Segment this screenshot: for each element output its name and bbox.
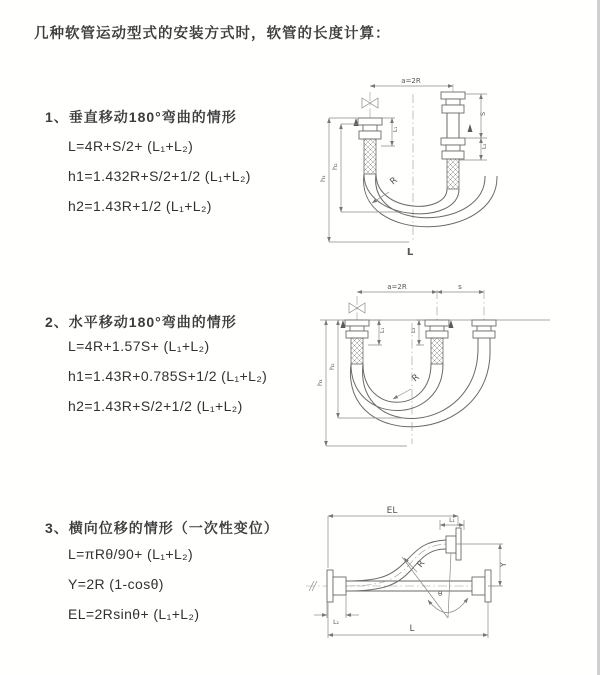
- section-2-formula-h1: h1=1.43R+0.785S+1/2 (L₁+L₂): [68, 368, 268, 384]
- dim-label-span: a=2R: [387, 283, 407, 291]
- section-1-formula-h2: h2=1.43R+1/2 (L₁+L₂): [68, 198, 212, 214]
- centerlines: [370, 84, 453, 242]
- hose-curves: [350, 348, 490, 427]
- dim-label-l2: L₂: [333, 619, 339, 626]
- section-3-heading: 3、横向位移的情形（一次性变位）: [45, 520, 279, 536]
- dim-label-h2: h₂: [328, 363, 336, 370]
- dim-label-theta: θ: [438, 590, 443, 598]
- dim-label-l1: L₁: [393, 126, 399, 132]
- centerlines: [320, 290, 550, 444]
- construction-lines: [402, 553, 468, 618]
- flange-fitting-middle: [425, 320, 449, 364]
- dim-label-y: Y: [499, 562, 508, 567]
- page-title: 几种软管运动型式的安装方式时，软管的长度计算：: [34, 26, 391, 42]
- section-2-formula-L: L=4R+1.57S+ (L₁+L₂): [68, 338, 210, 354]
- dim-label-l1: L₁: [380, 327, 386, 333]
- dimension-lines: [314, 506, 508, 638]
- dim-label-span: a=2R: [401, 77, 421, 85]
- dimension-lines: [319, 77, 488, 242]
- flange-fitting-right-lower: [441, 138, 465, 189]
- dim-label-radius: R: [415, 558, 428, 570]
- flange-fitting-left: [345, 320, 369, 364]
- section-2-formula-h2: h2=1.43R+S/2+1/2 (L₁+L₂): [68, 398, 243, 414]
- section-3-formula-Y: Y=2R (1-cosθ): [68, 576, 164, 592]
- dim-label-length: L: [409, 624, 415, 634]
- dim-label-length: L: [406, 247, 414, 258]
- diagram-horizontal-180-bend: [312, 278, 582, 468]
- section-1-formula-h1: h1=1.432R+S/2+1/2 (L₁+L₂): [68, 168, 251, 184]
- diagram-lateral-displacement: [300, 500, 595, 655]
- dim-label-shift: s: [458, 283, 462, 291]
- dim-label-s: S: [479, 111, 487, 116]
- dim-label-h1: h₁: [316, 379, 324, 386]
- dim-label-l2: L₂: [482, 143, 488, 149]
- section-3-formula-EL: EL=2Rsinθ+ (L₁+L₂): [68, 606, 200, 622]
- flange-left: [327, 570, 346, 602]
- dim-label-el: EL: [386, 506, 398, 516]
- dim-label-h2: h₂: [331, 163, 339, 170]
- section-1-formula-L: L=4R+S/2+ (L₁+L₂): [68, 138, 194, 154]
- dimension-lines: [316, 283, 484, 446]
- section-3-formula-L: L=πRθ/90+ (L₁+L₂): [68, 546, 194, 562]
- dim-label-l1: L₁: [449, 517, 455, 524]
- section-1-heading: 1、垂直移动180°弯曲的情形: [45, 109, 237, 125]
- dim-label-radius: R: [388, 175, 400, 188]
- dim-label-l2: L₂: [411, 327, 417, 333]
- hose-curves: [364, 174, 497, 227]
- diagram-vertical-180-bend: [313, 72, 573, 262]
- dim-label-h1: h₁: [319, 175, 327, 182]
- section-2-heading: 2、水平移动180°弯曲的情形: [45, 314, 237, 330]
- flange-fitting-left: [358, 118, 382, 174]
- flange-fitting-right-upper: [441, 92, 465, 138]
- dim-label-radius: R: [410, 372, 422, 385]
- flange-fitting-right: [472, 320, 496, 348]
- hose-displaced-curve: [346, 540, 446, 591]
